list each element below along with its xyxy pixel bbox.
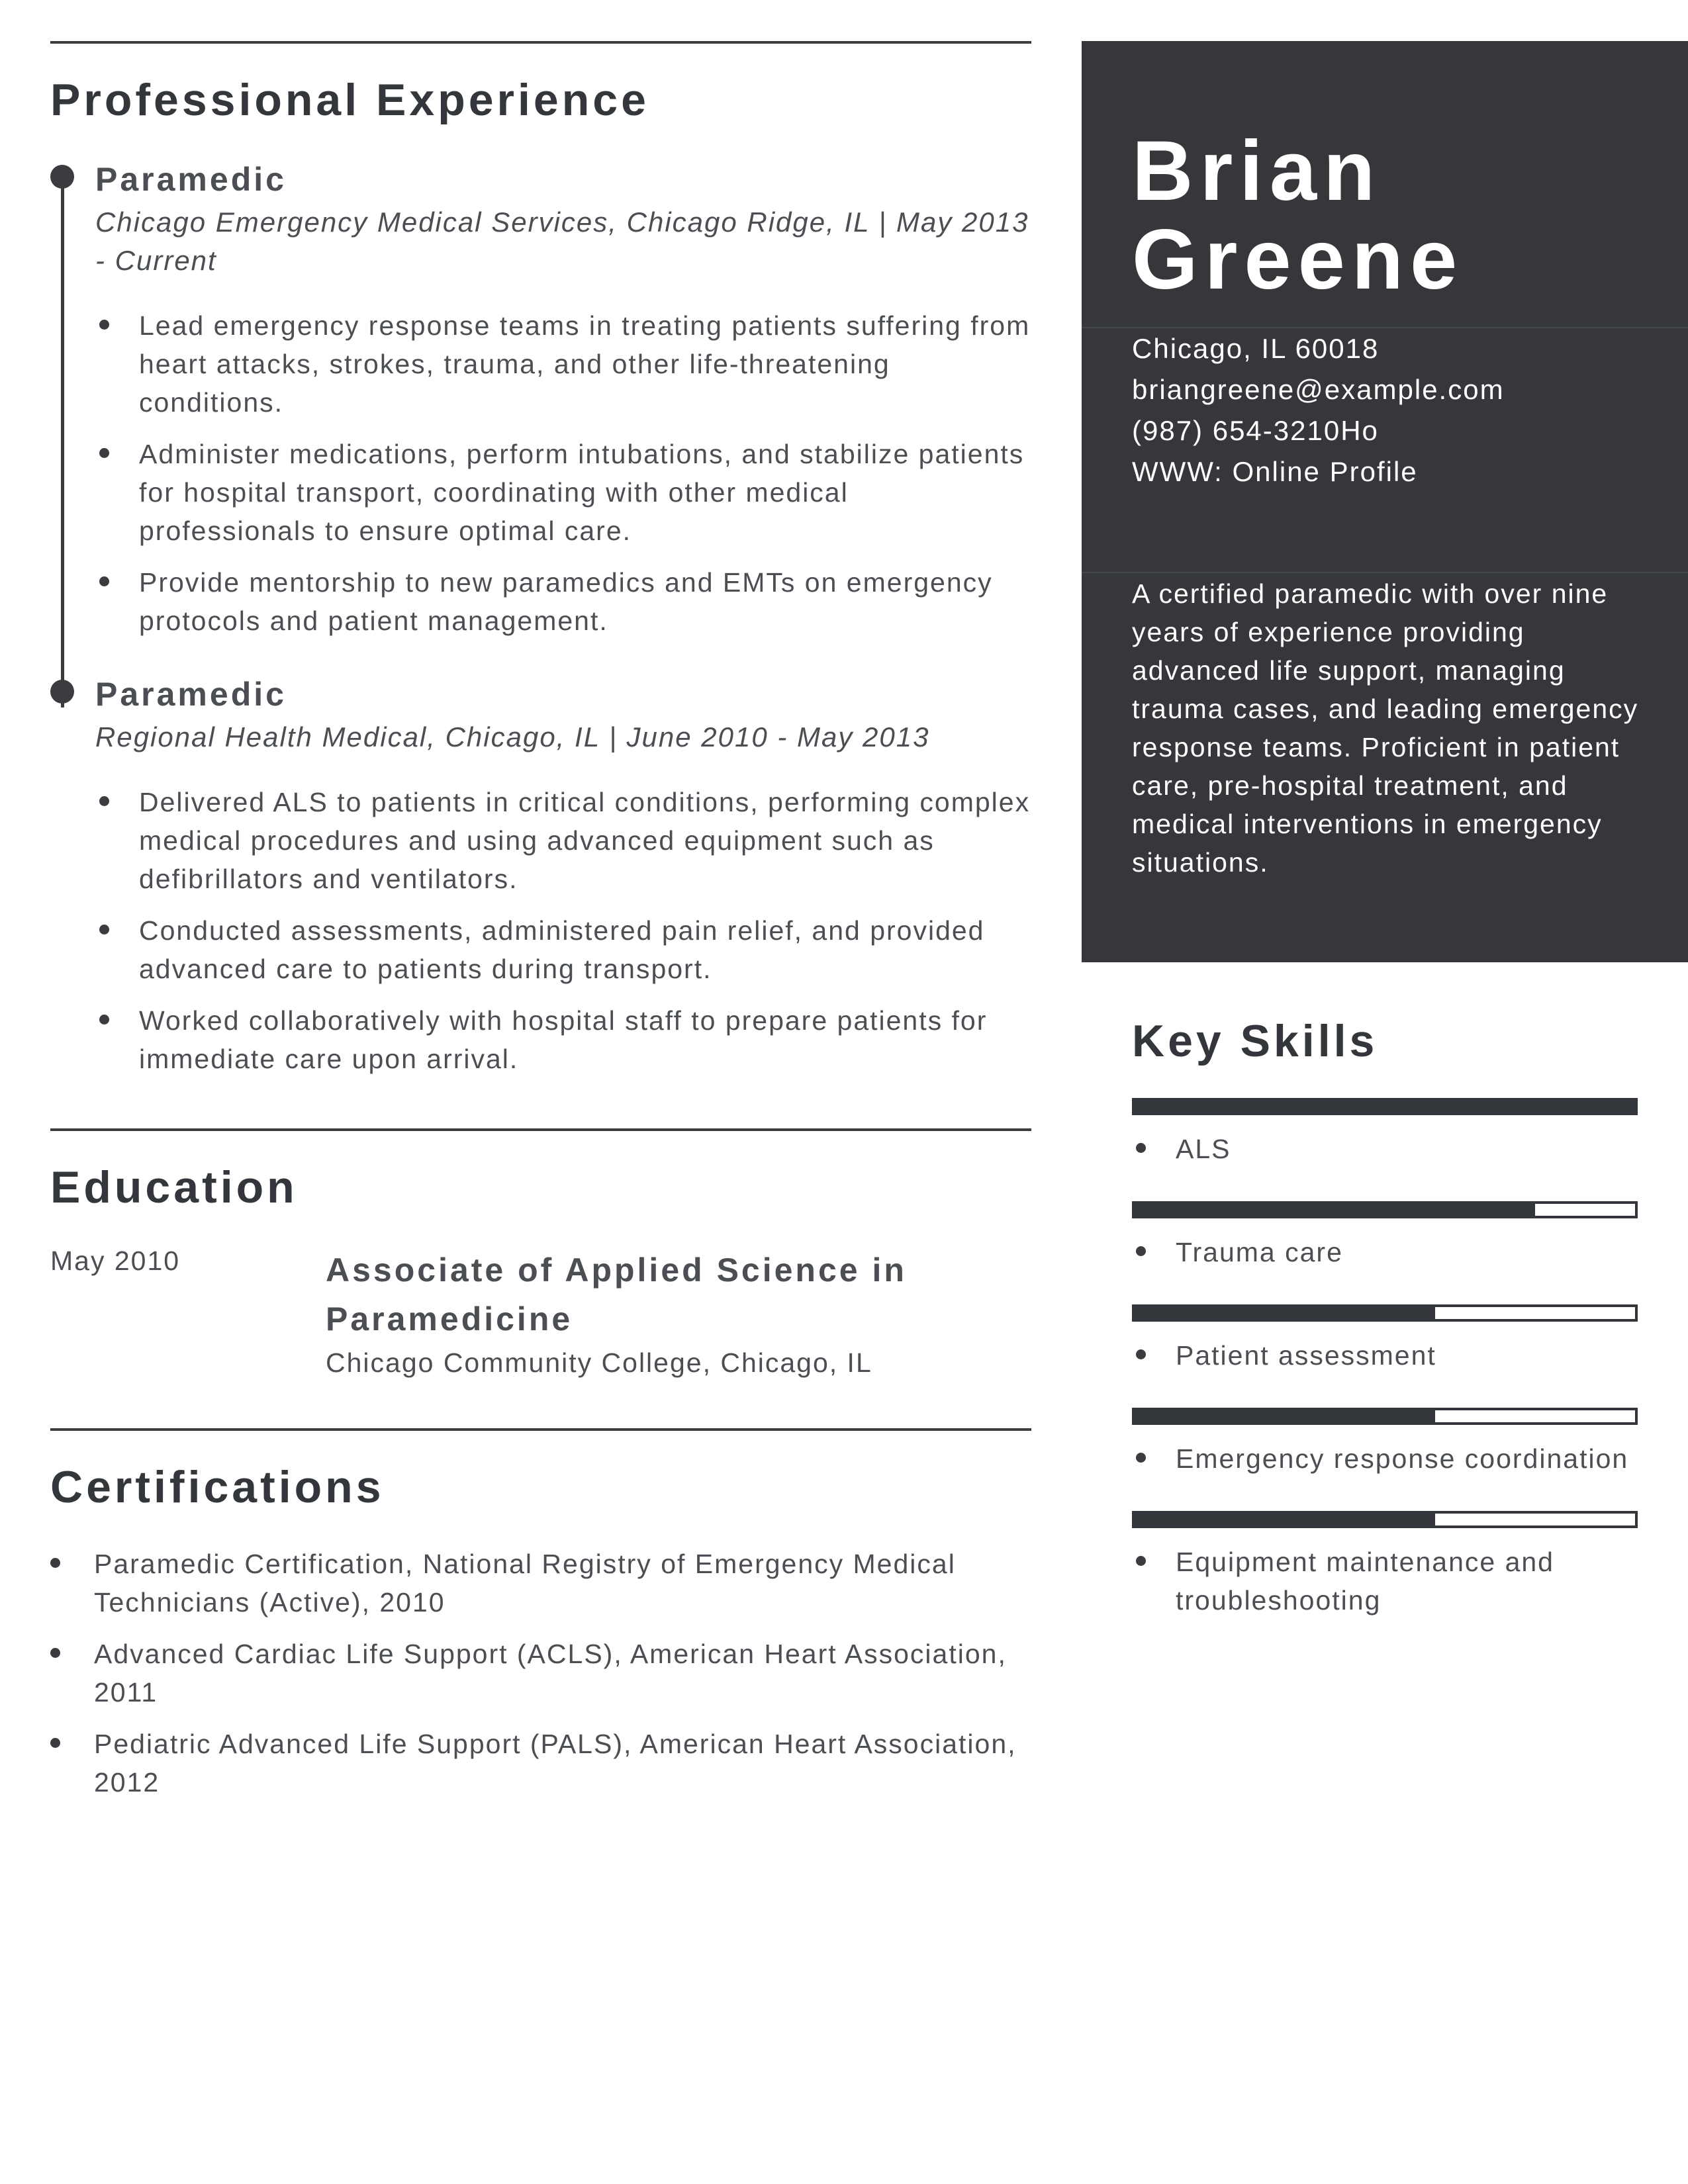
certification-item: Paramedic Certification, National Registry of Emergency Medical Technicians (Active), 2010 — [50, 1545, 1031, 1621]
skill-level-bar — [1132, 1511, 1638, 1528]
skills-list — [1132, 1098, 1639, 1619]
job-meta: Regional Health Medical, Chicago, IL | June 2010 - May 2013 — [95, 721, 930, 752]
skill-label: Emergency response coordination — [1132, 1439, 1639, 1478]
skill-level-fill — [1135, 1514, 1435, 1525]
skills-section — [1132, 1017, 1639, 1619]
section-divider — [50, 1128, 1031, 1131]
section-divider — [50, 41, 1031, 44]
job-bullet: Worked collaboratively with hospital staff to prepare patients for immediate care upon arrival. — [95, 1001, 1031, 1078]
skill-level-fill — [1135, 1101, 1635, 1113]
first-name: Brian — [1132, 124, 1382, 218]
experience-timeline — [50, 159, 1031, 1078]
contact-email[interactable]: briangreene@example.com — [1132, 374, 1505, 405]
job-bullet: Administer medications, perform intubations, and stabilize patients for hospital transport, coordinating with other medical professionals to ensure optimal care. — [95, 435, 1031, 550]
section-divider — [50, 1428, 1031, 1431]
education-entry — [50, 1246, 1031, 1378]
skill-level-bar — [1132, 1201, 1638, 1218]
main-column — [50, 41, 1031, 1815]
job-entry — [50, 159, 1031, 640]
education-details — [326, 1246, 988, 1382]
candidate-name — [1132, 124, 1464, 307]
skill-label: ALS — [1132, 1130, 1639, 1168]
experience-heading: Professional Experience — [50, 75, 649, 125]
timeline-dot — [50, 165, 74, 189]
skill-level-fill — [1135, 1410, 1435, 1422]
education-date: May 2010 — [50, 1245, 181, 1276]
profile-panel — [1082, 41, 1688, 962]
certification-item: Advanced Cardiac Life Support (ACLS), American Heart Association, 2011 — [50, 1635, 1031, 1711]
last-name: Greene — [1132, 212, 1464, 307]
contact-website[interactable]: WWW: Online Profile — [1132, 456, 1418, 487]
professional-summary: A certified paramedic with over nine years of experience providing advanced life support, managing trauma cases, and leading emergency response teams. Proficient in patient care, pre-hospital treatment, and medical interventions in emergency situations. — [1132, 578, 1639, 878]
skill-item — [1132, 1408, 1639, 1478]
education-school: Chicago Community College, Chicago, IL — [326, 1347, 872, 1378]
job-bullet: Provide mentorship to new paramedics and EMTs on emergency protocols and patient management. — [95, 563, 1031, 640]
skill-label: Equipment maintenance and troubleshooting — [1132, 1543, 1639, 1619]
job-bullet: Delivered ALS to patients in critical conditions, performing complex medical procedures and using advanced equipment such as defibrillators and ventilators. — [95, 783, 1031, 898]
skill-level-fill — [1135, 1204, 1535, 1216]
education-heading: Education — [50, 1161, 298, 1212]
skill-item — [1132, 1511, 1639, 1619]
skill-level-bar — [1132, 1098, 1638, 1115]
job-bullet: Conducted assessments, administered pain relief, and provided advanced care to patients during transport. — [95, 911, 1031, 988]
job-entry — [50, 674, 1031, 1078]
skill-label: Trauma care — [1132, 1233, 1639, 1271]
skill-level-bar — [1132, 1304, 1638, 1322]
certification-item: Pediatric Advanced Life Support (PALS), American Heart Association, 2012 — [50, 1725, 1031, 1801]
contact-info — [1132, 328, 1505, 492]
job-title: Paramedic — [95, 160, 287, 198]
skill-level-fill — [1135, 1307, 1435, 1319]
job-title: Paramedic — [95, 675, 287, 713]
panel-divider — [1082, 572, 1688, 573]
contact-location: Chicago, IL 60018 — [1132, 333, 1380, 364]
certifications-heading: Certifications — [50, 1461, 385, 1512]
skills-heading: Key Skills — [1132, 1016, 1378, 1066]
certifications-list — [50, 1545, 1031, 1801]
timeline-dot — [50, 680, 74, 704]
skill-item — [1132, 1201, 1639, 1271]
job-bullets — [95, 783, 1031, 1078]
job-meta: Chicago Emergency Medical Services, Chicago Ridge, IL | May 2013 - Current — [95, 206, 1029, 276]
job-bullets — [95, 306, 1031, 640]
skill-item — [1132, 1098, 1639, 1168]
skill-label: Patient assessment — [1132, 1336, 1639, 1375]
skill-level-bar — [1132, 1408, 1638, 1425]
education-degree: Associate of Applied Science in Paramedicine — [326, 1251, 907, 1338]
contact-phone: (987) 654-3210Ho — [1132, 415, 1379, 446]
skill-item — [1132, 1304, 1639, 1375]
job-bullet: Lead emergency response teams in treating patients suffering from heart attacks, strokes, trauma, and other life-threatening conditions. — [95, 306, 1031, 422]
